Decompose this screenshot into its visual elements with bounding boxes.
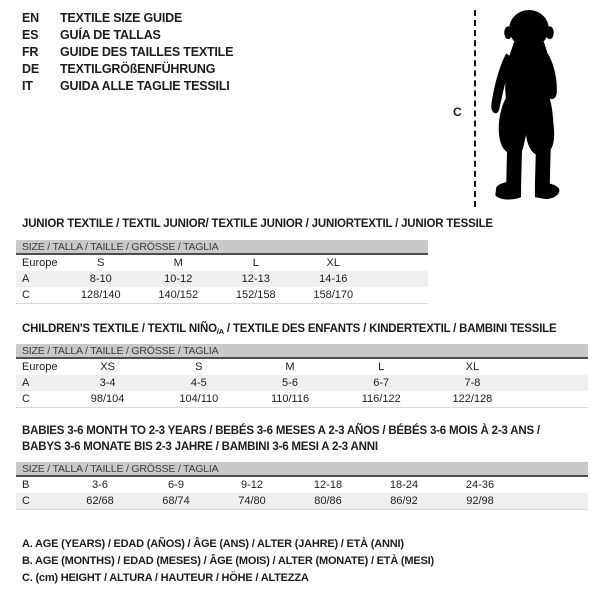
height-cell: 140/152	[158, 289, 199, 301]
row-end-spacer	[518, 375, 588, 391]
age-cell: 4-5	[190, 377, 207, 389]
age-cell: 9-12	[240, 479, 264, 491]
row-label: A	[22, 377, 30, 389]
table-row-age	[16, 375, 588, 391]
height-measure-label: C	[453, 105, 462, 119]
height-cell: 122/128	[452, 393, 493, 405]
height-cell: 86/92	[390, 495, 418, 507]
size-cell: S	[195, 361, 203, 373]
language-row-de	[22, 61, 233, 78]
row-label: Europe	[22, 257, 58, 269]
legend-age-years: A. AGE (YEARS) / EDAD (AÑOS) / ÂGE (ANS) / ALTER (JAHRE) / ETÀ (ANNI)	[22, 538, 404, 550]
height-cell: 74/80	[238, 495, 266, 507]
babies-size-table	[16, 462, 588, 510]
row-label: C	[22, 495, 30, 507]
legend-age-months: B. AGE (MONTHS) / EDAD (MESES) / ÂGE (MOIS) / ALTER (MONATE) / ETÀ (MESI)	[22, 555, 434, 567]
row-label: C	[22, 289, 30, 301]
height-cell: 68/74	[162, 495, 190, 507]
age-cell: 14-16	[319, 273, 348, 285]
toddler-silhouette-icon	[487, 8, 569, 206]
legend-height: C. (cm) HEIGHT / ALTURA / HAUTEUR / HÖHE / ALTEZZA	[22, 572, 309, 584]
row-label: A	[22, 273, 30, 285]
language-code: ES	[22, 28, 39, 42]
height-dashed-line	[474, 10, 476, 207]
size-header-bar: SIZE / TALLA / TAILLE / GRÖSSE / TAGLIA	[16, 344, 588, 359]
height-cell: 92/98	[466, 495, 494, 507]
measure-legend	[22, 536, 434, 587]
age-cell: 18-24	[389, 479, 419, 491]
height-cell: 80/86	[314, 495, 342, 507]
age-cell: 8-10	[89, 273, 112, 285]
age-cell: 6-7	[373, 377, 390, 389]
children-title-rest: / TEXTILE DES ENFANTS / KINDERTEXTIL / BAMBINI TESSILE	[223, 323, 557, 335]
row-label: C	[22, 393, 30, 405]
age-cell: 3-4	[99, 377, 116, 389]
language-title: GUÍA DE TALLAS	[60, 28, 161, 42]
language-row-es	[22, 27, 233, 44]
children-size-table	[16, 344, 588, 408]
language-code: IT	[22, 79, 33, 93]
height-cell: 152/158	[235, 289, 276, 301]
age-cell: 12-13	[241, 273, 270, 285]
size-cell: XL	[465, 361, 480, 373]
age-cell: 10-12	[164, 273, 193, 285]
language-title: TEXTILE SIZE GUIDE	[60, 11, 183, 25]
children-title-main: CHILDREN'S TEXTILE / TEXTIL NIÑO	[22, 323, 217, 335]
age-cell: 24-36	[465, 479, 495, 491]
table-row-height	[16, 493, 588, 509]
babies-title-line2: BABYS 3-6 MONATE BIS 2-3 JAHRE / BAMBINI 3-6 MESI A 2-3 ANNI	[22, 441, 378, 453]
row-end-spacer	[372, 255, 428, 271]
junior-size-table	[16, 240, 428, 304]
age-cell: 5-6	[282, 377, 298, 389]
size-header-bar: SIZE / TALLA / TAILLE / GRÖSSE / TAGLIA	[16, 462, 588, 477]
language-code: FR	[22, 45, 39, 59]
row-label: Europe	[22, 361, 58, 373]
junior-table-title: JUNIOR TEXTILE / TEXTIL JUNIOR/ TEXTILE JUNIOR / JUNIORTEXTIL / JUNIOR TESSILE	[22, 218, 493, 230]
row-end-spacer	[518, 493, 588, 509]
language-code: DE	[22, 62, 39, 76]
language-row-fr	[22, 44, 233, 61]
language-code: EN	[22, 11, 39, 25]
table-row-europe	[16, 255, 428, 271]
row-end-spacer	[518, 391, 588, 407]
age-cell: 7-8	[464, 377, 481, 389]
age-cell: 6-9	[168, 479, 184, 491]
table-row-height	[16, 287, 428, 303]
table-row-europe	[16, 359, 588, 375]
language-row-en	[22, 10, 233, 27]
size-cell: S	[97, 257, 105, 269]
size-cell: M	[173, 257, 183, 269]
size-cell: XS	[100, 361, 115, 373]
height-cell: 98/104	[90, 393, 125, 405]
row-end-spacer	[372, 271, 428, 287]
height-cell: 116/122	[361, 393, 401, 405]
height-cell: 128/140	[80, 289, 121, 301]
age-cell: 12-18	[313, 479, 343, 491]
height-cell: 158/170	[313, 289, 354, 301]
table-row-age-months	[16, 477, 588, 493]
language-title: GUIDE DES TAILLES TEXTILE	[60, 45, 234, 59]
language-row-it	[22, 78, 233, 95]
language-title-list	[22, 10, 233, 95]
height-cell: 110/116	[270, 393, 310, 405]
size-cell: L	[378, 361, 385, 373]
children-table-title	[22, 321, 556, 340]
row-end-spacer	[372, 287, 428, 303]
height-cell: 62/68	[86, 495, 114, 507]
row-end-spacer	[518, 359, 588, 375]
babies-title-line1: BABIES 3-6 MONTH TO 2-3 YEARS / BEBÉS 3-6 MESES A 2-3 AÑOS / BÉBÉS 3-6 MOIS À 2-3 ANS /	[22, 425, 540, 437]
table-row-height	[16, 391, 588, 407]
size-cell: L	[252, 257, 259, 269]
size-cell: XL	[326, 257, 340, 269]
children-title-subscript: /A	[216, 327, 224, 336]
row-label: B	[22, 479, 30, 491]
language-title: GUIDA ALLE TAGLIE TESSILI	[60, 79, 230, 93]
babies-table-title	[22, 423, 540, 455]
size-header-bar: SIZE / TALLA / TAILLE / GRÖSSE / TAGLIA	[16, 240, 428, 255]
table-row-age	[16, 271, 428, 287]
height-cell: 104/110	[179, 393, 219, 405]
row-end-spacer	[518, 477, 588, 493]
size-cell: M	[285, 361, 295, 373]
age-cell: 3-6	[92, 479, 108, 491]
language-title: TEXTILGRÖßENFÜHRUNG	[60, 62, 216, 76]
